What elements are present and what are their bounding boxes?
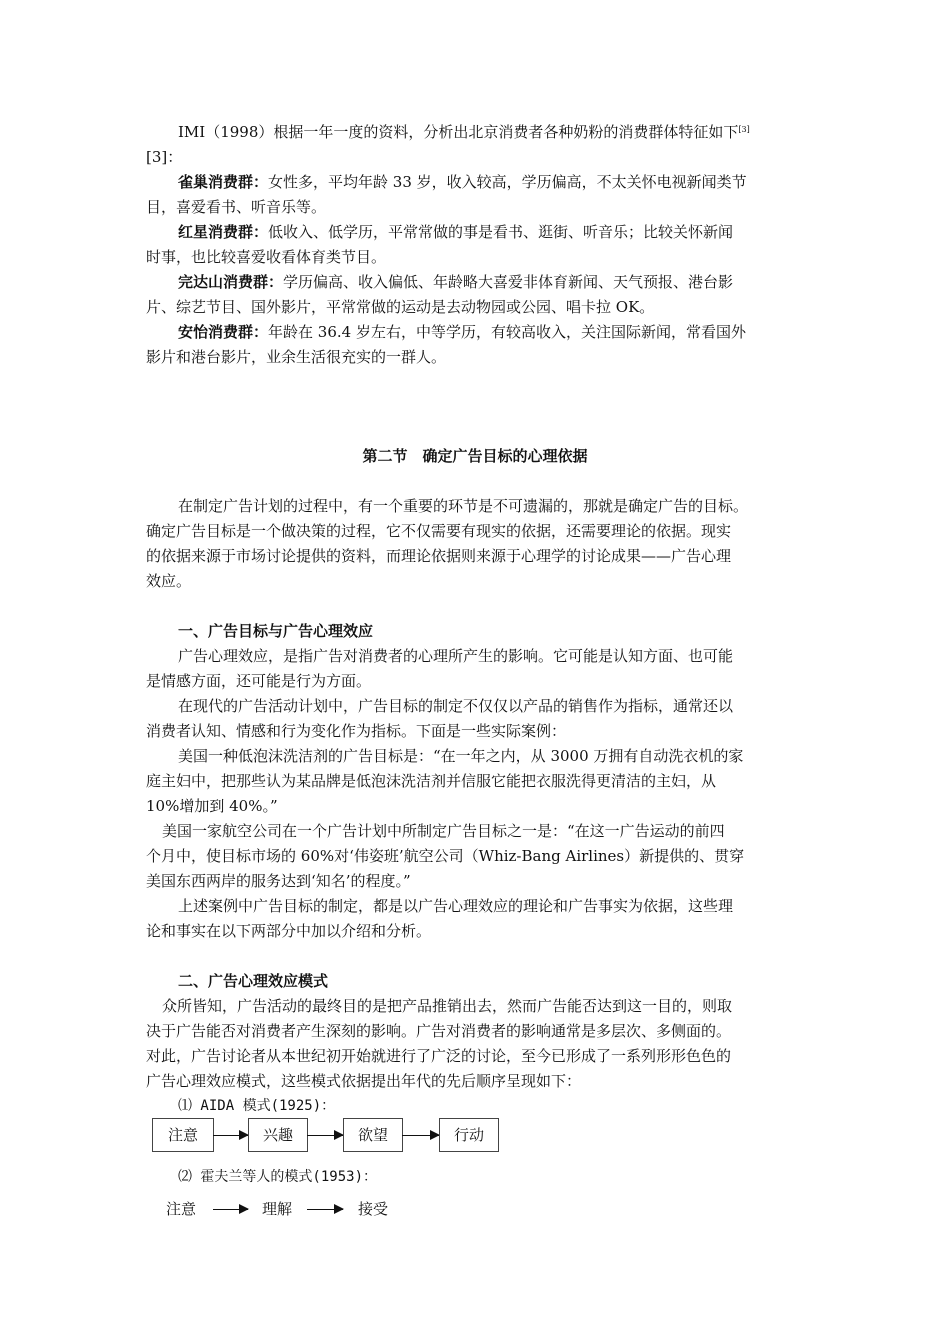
p5-line-3: 美国东西两岸的服务达到‘知名’的程度。” [146, 872, 411, 890]
p7-line-4: 广告心理效应模式，这些模式依据提出年代的先后顺序呈现如下： [146, 1072, 582, 1090]
p1-line-3: 的依据来源于市场讨论提供的资料，而理论依据则来源于心理学的讨论成果——广告心理 [146, 547, 732, 565]
p2-line-2: 是情感方面，还可能是行为方面。 [146, 672, 372, 690]
group-anyi-line-1: 安怡消费群：年龄在 36.4 岁左右，中等学历，有较高收入，关注国际新闻，常看国外 [178, 323, 746, 341]
group-nestle-line-1: 雀巢消费群：女性多，平均年龄 33 岁，收入较高，学历偏高，不太关怀电视新闻类节 [178, 173, 747, 191]
group-name: 完达山消费群： [178, 273, 284, 291]
p4-line-2: 庭主妇中，把那些认为某品牌是低泡沫洗洁剂并信服它能把衣服洗得更清洁的主妇，从 [146, 772, 717, 790]
p4-line-1: 美国一种低泡沫洗洁剂的广告目标是：“在一年之内，从 3000 万拥有自动洗衣机的家 [178, 747, 744, 765]
citation-ref: [3] [738, 125, 750, 134]
p6-line-1: 上述案例中广告目标的制定，都是以广告心理效应的理论和广告事实为依据，这些理 [178, 897, 734, 915]
p5-line-2: 个月中，使目标市场的 60%对‘伟姿班’航空公司（Whiz-Bang Airlines）新提供的、贯穿 [146, 847, 745, 865]
group-wandashan-line-2: 片、综艺节目、国外影片，平常常做的运动是去动物园或公园、唱卡拉 OK。 [146, 298, 655, 316]
p2-line-1: 广告心理效应，是指广告对消费者的心理所产生的影响。它可能是认知方面、也可能 [178, 647, 734, 665]
p1-line-4: 效应。 [146, 572, 192, 590]
section-title: 第二节 确定广告目标的心理依据 [362, 447, 588, 465]
model-2-label: ⑵ 霍夫兰等人的模式(1953)： [178, 1169, 378, 1185]
group-anyi-line-2: 影片和港台影片，业余生活很充实的一群人。 [146, 348, 447, 366]
intro-line-2: [3]： [146, 148, 183, 166]
flow-step-action: 行动 [439, 1118, 499, 1152]
flow-step-understanding: 理解 [262, 1200, 293, 1218]
p3-line-1: 在现代的广告活动计划中，广告目标的制定不仅仅以产品的销售作为指标，通常还以 [178, 697, 734, 715]
group-hongxing-line-1: 红星消费群：低收入、低学历，平常常做的事是看书、逛街、听音乐；比较关怀新闻 [178, 223, 734, 241]
p7-line-1: 众所皆知，广告活动的最终目的是把产品推销出去，然而广告能否达到这一目的，则取 [162, 997, 733, 1015]
p5-line-1: 美国一家航空公司在一个广告计划中所制定广告目标之一是：“在这一广告运动的前四 [162, 822, 725, 840]
intro-line-1: IMI（1998）根据一年一度的资料，分析出北京消费者各种奶粉的消费群体特征如下[3] [178, 123, 750, 141]
p3-line-2: 消费者认知、情感和行为变化作为指标。下面是一些实际案例： [146, 722, 567, 740]
group-hongxing-line-2: 时事，也比较喜爱收看体育类节目。 [146, 248, 387, 266]
heading-1: 一、广告目标与广告心理效应 [178, 622, 374, 640]
flow-step-acceptance: 接受 [358, 1200, 389, 1218]
p7-line-3: 对此，广告讨论者从本世纪初开始就进行了广泛的讨论，至今已形成了一系列形形色色的 [146, 1047, 732, 1065]
model-1-label: ⑴ AIDA 模式(1925)： [178, 1098, 336, 1114]
group-name: 安怡消费群： [178, 323, 269, 341]
flow-step-desire: 欲望 [343, 1118, 403, 1152]
flow-step-attention: 注意 [152, 1118, 214, 1152]
group-wandashan-line-1: 完达山消费群：学历偏高、收入偏低、年龄略大喜爱非体育新闻、天气预报、港台影 [178, 273, 734, 291]
p4-line-3: 10%增加到 40%。” [146, 797, 278, 815]
heading-2: 二、广告心理效应模式 [178, 972, 329, 990]
flow-arrow [402, 1135, 439, 1136]
group-nestle-line-2: 目，喜爱看书、听音乐等。 [146, 198, 327, 216]
flow-arrow [307, 1135, 343, 1136]
p6-line-2: 论和事实在以下两部分中加以介绍和分析。 [146, 922, 432, 940]
p1-line-1: 在制定广告计划的过程中，有一个重要的环节是不可遗漏的，那就是确定广告的目标。 [178, 497, 749, 515]
flow-arrow [213, 1135, 248, 1136]
p1-line-2: 确定广告目标是一个做决策的过程，它不仅需要有现实的依据，还需要理论的依据。现实 [146, 522, 732, 540]
flow-step-attention: 注意 [166, 1200, 197, 1218]
flow-arrow [213, 1209, 248, 1210]
flow-arrow [307, 1209, 343, 1210]
p7-line-2: 决于广告能否对消费者产生深刻的影响。广告对消费者的影响通常是多层次、多侧面的。 [146, 1022, 732, 1040]
group-name: 红星消费群： [178, 223, 269, 241]
group-name: 雀巢消费群： [178, 173, 269, 191]
flow-step-interest: 兴趣 [248, 1118, 308, 1152]
